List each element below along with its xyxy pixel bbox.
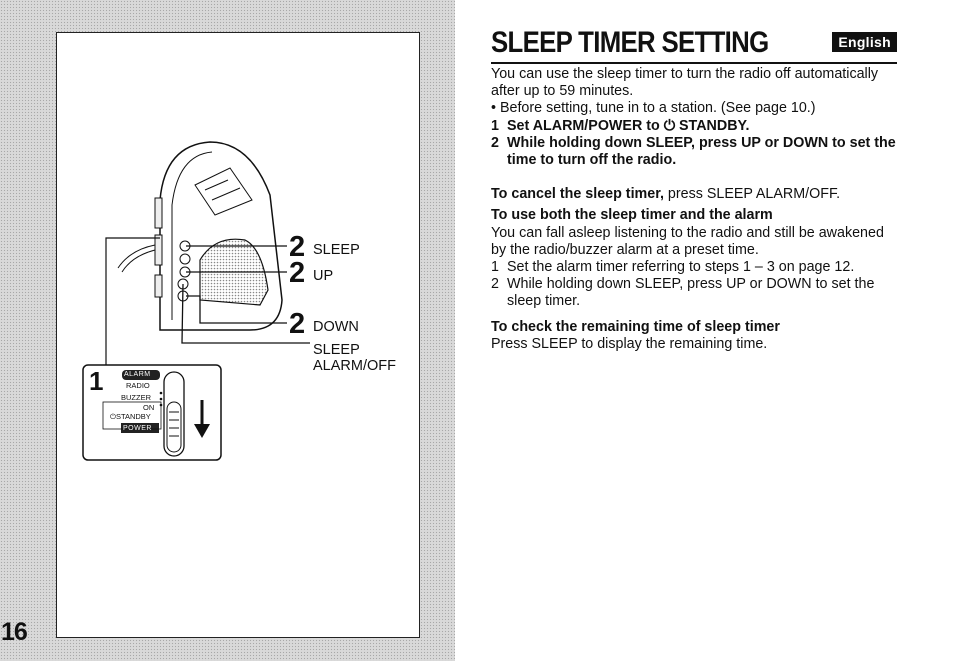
illustration-panel bbox=[0, 0, 455, 661]
power-symbol-icon: ⏻ bbox=[110, 412, 116, 421]
up-label: UP bbox=[313, 268, 334, 284]
down-label: DOWN bbox=[313, 319, 359, 335]
buzzer-position-label: BUZZER bbox=[121, 393, 151, 402]
sleep-label: SLEEP bbox=[313, 242, 360, 258]
page-title: SLEEP TIMER SETTING bbox=[491, 26, 769, 59]
check-heading: To check the remaining time of sleep timer bbox=[491, 318, 780, 335]
radio-illustration bbox=[0, 0, 455, 661]
instructions bbox=[491, 66, 901, 353]
up-step-number: 2 bbox=[289, 257, 306, 289]
bullet-note: • Before setting, tune in to a station. (See page 10.) bbox=[491, 100, 816, 117]
both-paragraph: You can fall asleep listening to the radio and still be awakened by the radio/buzzer alarm at a preset time. bbox=[491, 224, 884, 258]
alarm-badge: ALARM bbox=[124, 371, 151, 378]
intro-paragraph: You can use the sleep timer to turn the radio off automatically after up to 59 minutes. bbox=[491, 66, 879, 100]
language-badge: English bbox=[832, 32, 897, 52]
step-1: 1 Set ALARM/POWER to ⏻ STANDBY. bbox=[491, 117, 750, 134]
check-paragraph: Press SLEEP to display the remaining time. bbox=[491, 335, 768, 352]
both-step-2: 2 While holding down SLEEP, press UP or DOWN to set the sleep timer. bbox=[491, 276, 875, 310]
sleep-alarm-off-label-line2: ALARM/OFF bbox=[313, 358, 396, 374]
step-2: 2 While holding down SLEEP, press UP or DOWN to set the time to turn off the radio. bbox=[491, 134, 896, 169]
down-step-number: 2 bbox=[289, 308, 306, 340]
sleep-step-number: 2 bbox=[289, 231, 306, 263]
inset-step-number: 1 bbox=[89, 366, 104, 396]
standby-position-label: ⏻STANDBY bbox=[110, 412, 151, 421]
page-number: 16 bbox=[1, 618, 27, 646]
cancel-paragraph: To cancel the sleep timer, press SLEEP ALARM/OFF. bbox=[491, 186, 841, 203]
radio-position-label: RADIO bbox=[126, 381, 150, 390]
both-step-1: 1 Set the alarm timer referring to steps 1 – 3 on page 12. bbox=[491, 259, 855, 276]
on-position-label: ON bbox=[143, 403, 155, 412]
both-heading: To use both the sleep timer and the alarm bbox=[491, 207, 773, 224]
sleep-alarm-off-label-line1: SLEEP bbox=[313, 342, 360, 358]
title-row bbox=[491, 22, 897, 64]
power-badge: POWER bbox=[123, 425, 152, 432]
